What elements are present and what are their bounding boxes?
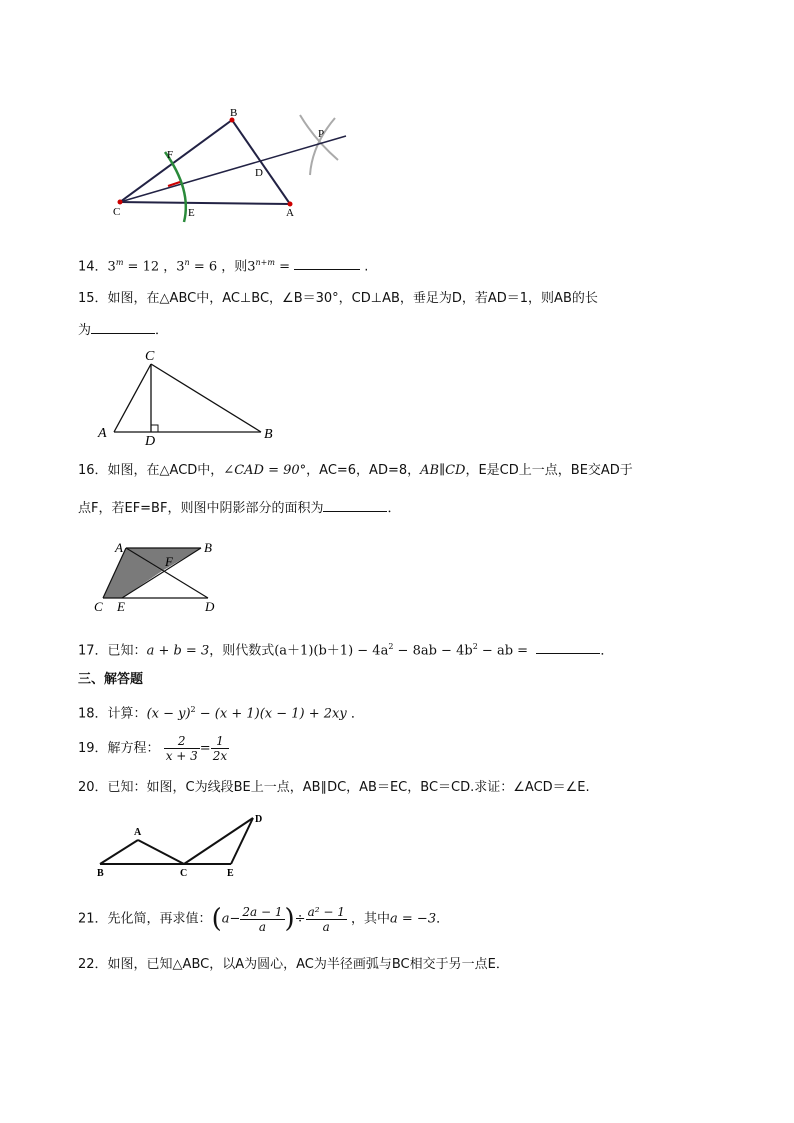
q19-number: 19． [78,741,108,756]
label-a: A [286,207,294,219]
q17-condition: a + b = 3 [146,643,210,659]
q19-right-fraction [211,734,229,763]
q21-fraction1 [240,905,284,934]
q19-text-pre: 解方程： [107,741,160,756]
question-20 [78,779,590,797]
q16-text-mid: ，AC=6，AD=8， [306,463,421,478]
q19-left-num: 2 [164,734,200,749]
right-angle-mark [151,425,158,432]
label-a: A [98,426,107,441]
q18-text-pre: 计算： [107,706,147,722]
label-c: C [145,349,155,364]
label-d: D [205,599,215,614]
q14-number: 14． [78,259,108,275]
q16-angle: ∠CAD = 90° [223,463,307,478]
q17-expr1: ，则代数式(a＋1)(b＋1) − 4a [209,643,389,659]
question-16-line2 [78,499,400,518]
label-c: C [94,599,103,614]
question-17 [78,638,613,660]
q20-text: 已知：如图，C为线段BE上一点，AB∥DC，AB＝EC，BC＝CD.求证：∠ACD＝∠E. [107,780,590,795]
q14-answer-blank[interactable] [294,257,360,270]
q17-square2: 2 [472,642,478,651]
label-c: C [180,868,188,879]
q14-exp-nm: n+m [255,258,275,267]
q21-number: 21． [78,911,108,927]
label-a: A [115,540,123,555]
label-b: B [264,427,273,442]
figure-trapezoid [88,538,228,616]
q15-number: 15． [78,291,108,306]
q14-exp-n: n [184,258,190,267]
q22-number: 22． [78,957,108,972]
segment-cb [120,120,232,202]
label-a: A [134,827,142,838]
q18-square: 2 [190,705,196,714]
q15-text2: 为 [78,323,92,338]
q21-condition: a = −3 [390,911,437,927]
q21-divide: ÷ [294,911,306,927]
label-d: D [255,167,263,179]
question-19 [78,732,229,766]
question-21 [78,900,449,939]
q21-minus: − [229,911,241,927]
q19-left-fraction [164,734,200,763]
label-p: P [318,128,325,140]
side-cb [151,364,261,432]
q19-right-den: 2x [212,749,228,763]
q17-expr3: − ab = [477,643,533,659]
q14-end: . [360,259,369,275]
q21-fraction2 [306,905,347,934]
q18-expr1: (x − y) [146,706,191,722]
q15-end: ． [155,323,169,338]
label-f: F [165,554,173,569]
q14-exp-m: m [115,258,124,267]
q21-a: a [221,911,230,927]
q14-eq2: = 6 ，则3 [189,259,256,275]
arc-p-lower [310,118,335,175]
q16-answer-blank[interactable] [323,499,387,512]
question-22 [78,956,509,974]
q21-frac2-den: a [322,919,330,934]
label-d: D [255,814,263,825]
q21-end: ． [436,911,450,927]
q18-end: ． [346,706,364,722]
q18-expr2: − (x + 1)(x − 1) + 2xy [195,706,347,722]
q15-text: 如图，在△ABC中，AC⊥BC，∠B＝30°，CD⊥AB，垂足为D，若AD＝1，则AB的长 [107,291,598,306]
q17-number: 17． [78,643,108,659]
figure-construction [110,100,360,225]
section-title: 三、解答题 [78,672,144,687]
q16-parallel: AB∥CD [420,463,466,478]
question-18 [78,701,364,723]
q17-text-pre: 已知： [107,643,147,659]
q19-right-num: 1 [211,734,229,749]
label-b: B [230,107,238,119]
q16-text2: 点F，若EF=BF，则图中阴影部分的面积为 [78,501,324,516]
q16-text-pre: 如图，在△ACD中， [107,463,224,478]
q17-square1: 2 [388,642,394,651]
q19-equals: = [199,741,211,756]
q16-text-post: ，E是CD上一点，BE交AD于 [465,463,633,478]
q21-left-paren: ( [211,904,222,934]
segment-ca [120,202,290,204]
q20-number: 20． [78,780,108,795]
q15-answer-blank[interactable] [91,321,155,334]
segment-ba [232,120,290,204]
point-c-mark [118,200,123,205]
label-b: B [204,540,212,555]
label-c: C [113,206,121,218]
question-15 [78,290,598,308]
q19-left-den: x + 3 [165,749,198,763]
q21-right-paren: ) [284,904,295,934]
q16-number: 16． [78,463,108,478]
q22-text: 如图，已知△ABC，以A为圆心，AC为半径画弧与BC相交于另一点E． [107,957,509,972]
q14-base: 3 [107,259,116,275]
figure-triangle-abc [95,344,285,446]
figure-bcde [92,810,272,880]
label-f: F [167,149,174,161]
q14-eq1: = 12 ，3 [123,259,185,275]
q16-end: ． [387,501,401,516]
segment-ba [100,840,138,864]
q17-answer-blank[interactable] [536,641,600,654]
q17-end: ． [600,643,614,659]
question-16 [78,462,633,480]
label-e: E [117,599,125,614]
q21-frac2-num: a² − 1 [307,904,345,919]
point-a-mark [288,202,293,207]
label-e: E [188,207,195,219]
q17-expr2: − 8ab − 4b [393,643,473,659]
label-d: D [145,434,156,446]
question-15-line2 [78,321,168,340]
question-14 [78,254,368,276]
q18-number: 18． [78,706,108,722]
segment-ac [138,840,184,864]
label-b: B [97,868,104,879]
q21-text-pre: 先化简，再求值： [107,911,212,927]
q14-eq3: = [274,259,295,275]
label-e: E [227,868,234,879]
q21-text-post: ，其中 [351,911,391,927]
q21-frac1-num: 2a − 1 [242,904,283,919]
q21-frac1-den: a [258,919,267,934]
ray-cp [120,136,346,202]
side-ac [114,364,151,432]
